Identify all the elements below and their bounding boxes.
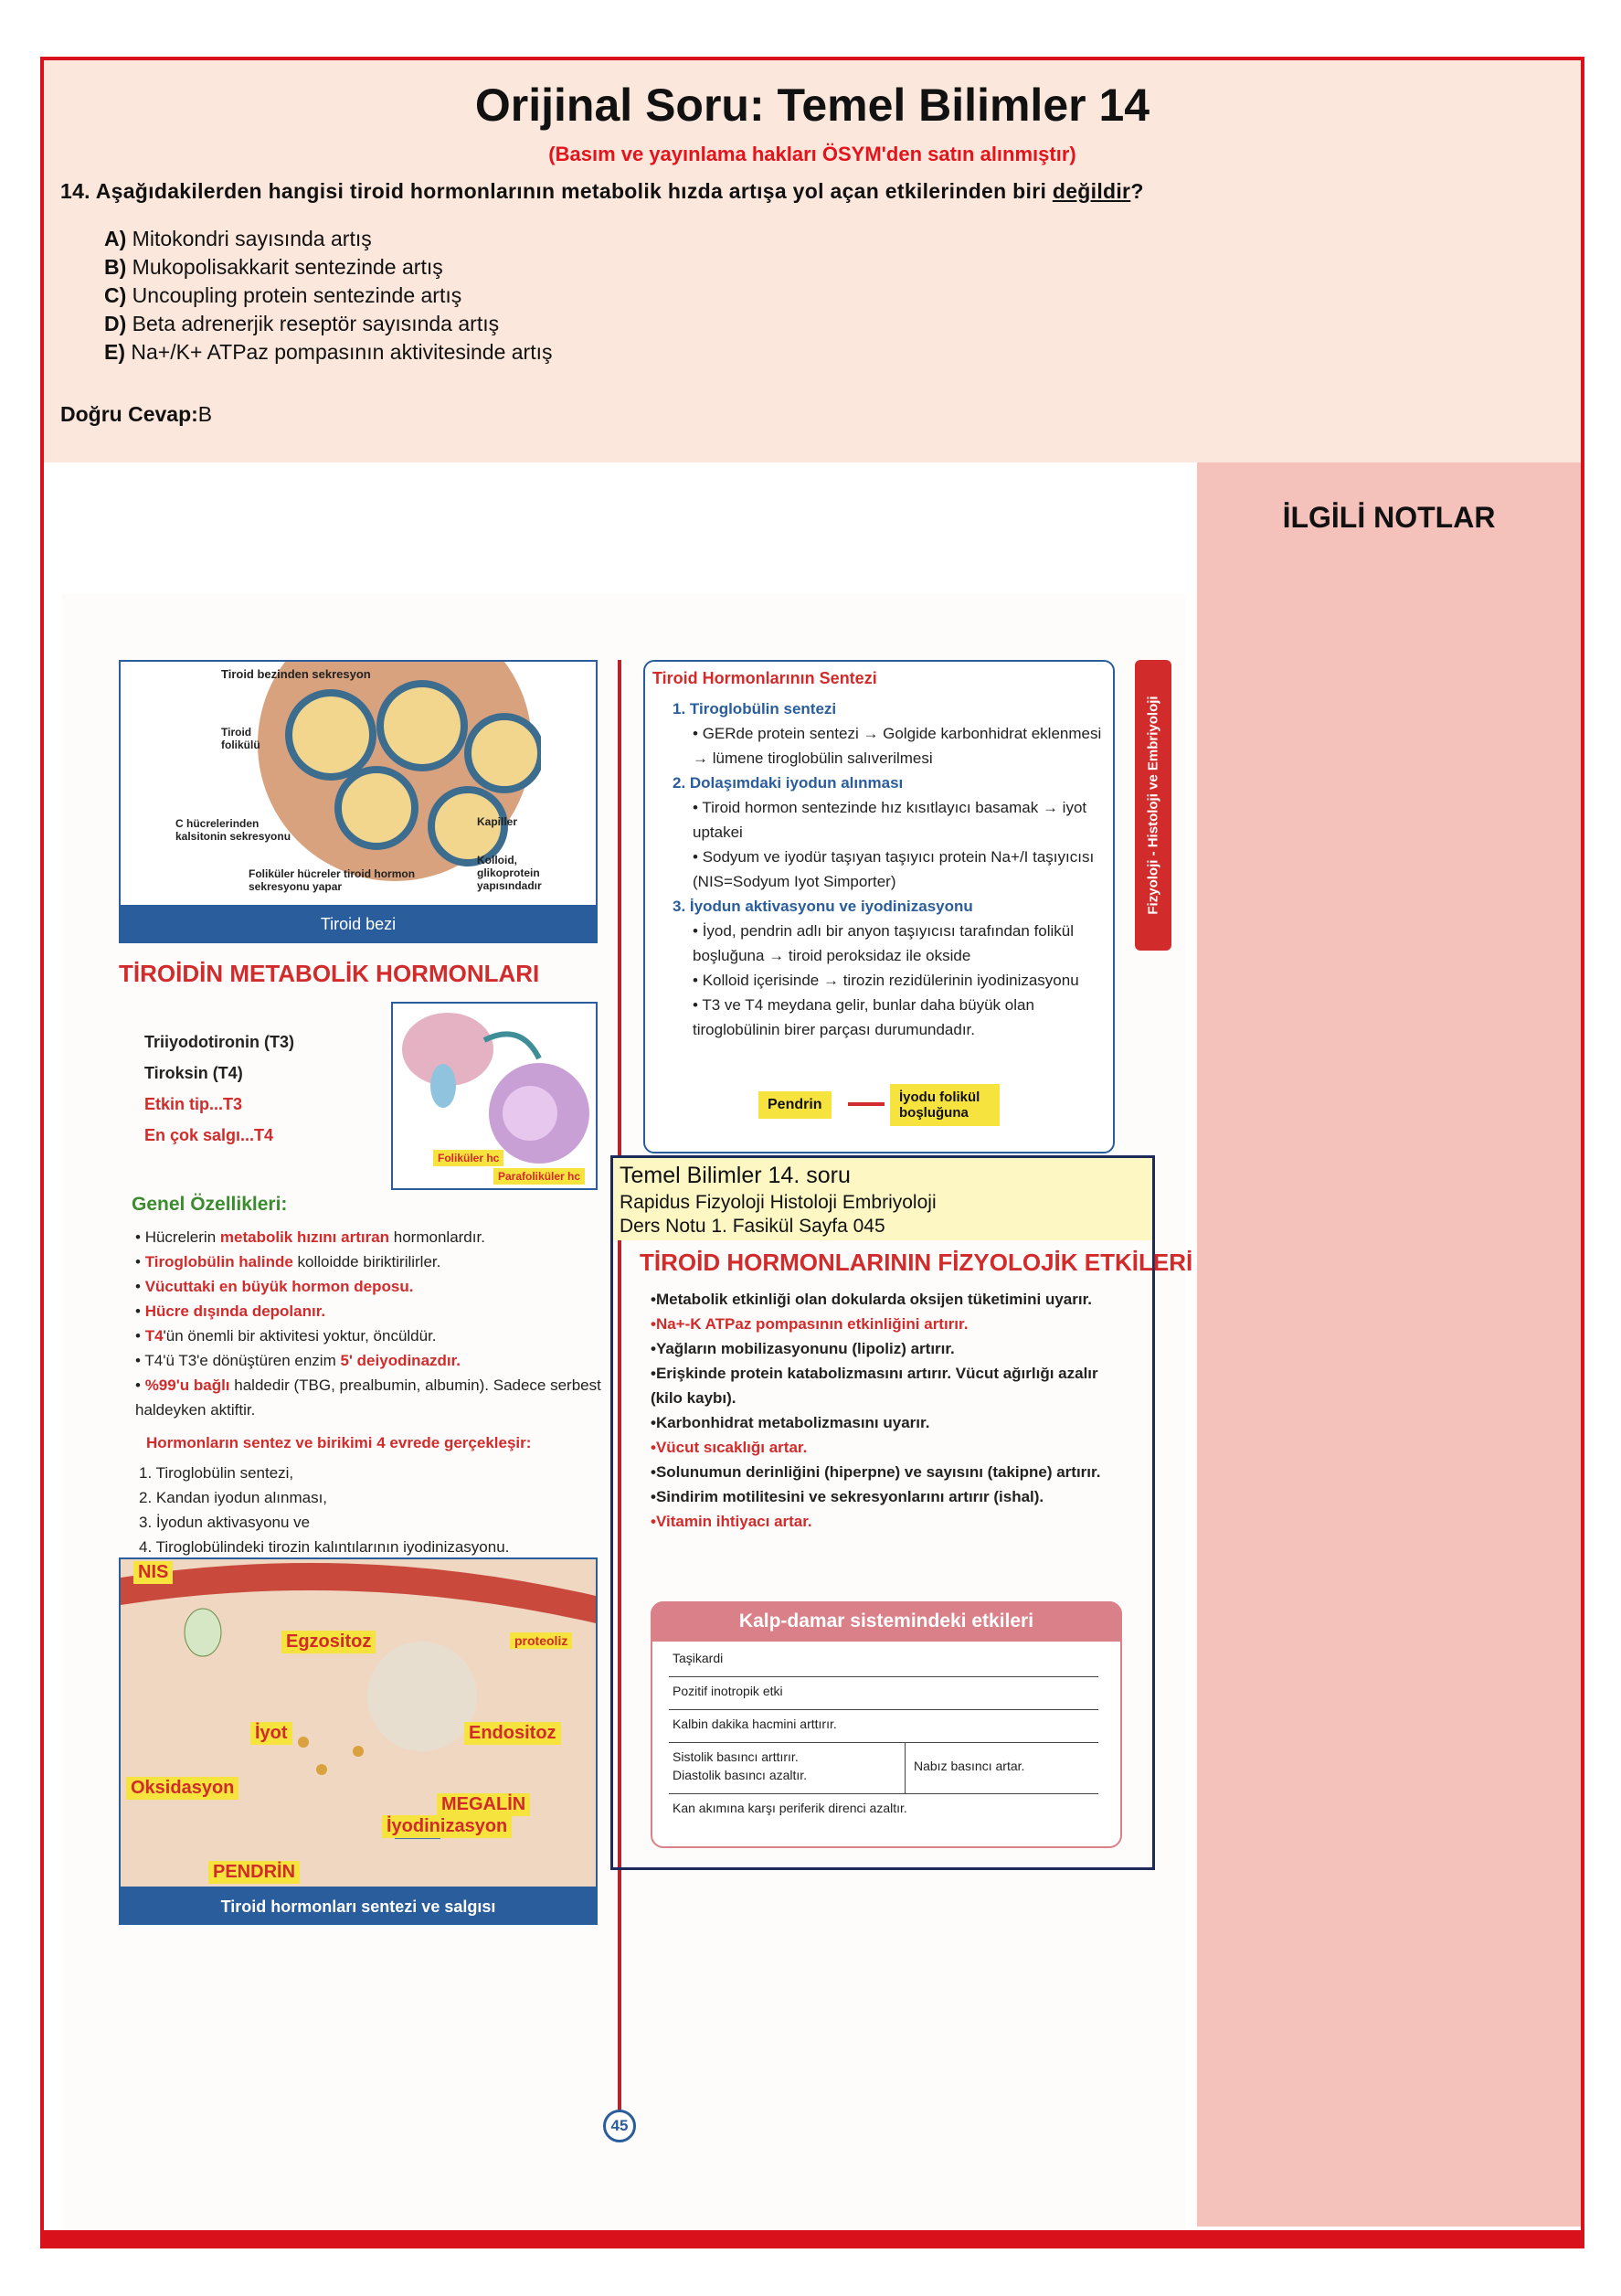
effect-item: •Sindirim motilitesini ve sekresyonlarını artırır (ishal). [651, 1488, 1044, 1505]
label-nis: NIS [133, 1561, 173, 1584]
effective-type: Etkin tip...T3 [144, 1095, 243, 1113]
hormone-t3: Triiyodotironin (T3) [144, 1033, 294, 1051]
notes-title: İLGİLİ NOTLAR [1282, 501, 1496, 534]
effect-item: •Metabolik etkinliği olan dokularda oksijen tüketimini uyarır. [651, 1291, 1093, 1308]
question-mark: ? [1130, 179, 1144, 203]
option-e[interactable]: E) Na+/K+ ATPaz pompasının aktivitesinde artış [104, 340, 553, 364]
cv-row: Diastolik basıncı azaltır. [673, 1768, 808, 1782]
step-3-title: 3. İyodun aktivasyonu ve iyodinizasyonu [673, 898, 973, 915]
effect-item: •Karbonhidrat metabolizmasını uyarır. [651, 1414, 930, 1431]
label-c-cells: C hücrelerinden kalsitonin sekresyonu [175, 817, 291, 843]
general-item: • T4'ün önemli bir aktivitesi yoktur, öncüldür. [135, 1327, 437, 1345]
label-follicle: Tiroid folikülü [221, 726, 260, 751]
label-oxidation: Oksidasyon [126, 1777, 238, 1800]
question-stem: Aşağıdakilerden hangisi tiroid hormonlarının metabolik hızda artışa yol açan etkilerinden biri [95, 179, 1053, 203]
effect-item: •Erişkinde protein katabolizmasını artırır. Vücut ağırlığı azalır (kilo kaybı). [651, 1365, 1098, 1407]
cv-row: Nabız basıncı artar. [914, 1759, 1025, 1773]
page-title: Orijinal Soru: Temel Bilimler 14 [474, 80, 1150, 131]
general-item: • %99'u bağlı haldedir (TBG, prealbumin, albumin). Sadece serbest haldeyken aktiftir. [135, 1377, 601, 1419]
cv-row: Pozitif inotropik etki [673, 1684, 783, 1698]
most-secreted: En çok salgı...T4 [144, 1126, 274, 1144]
thyroid-figure-title: Tiroid bezinden sekresyon [221, 667, 371, 681]
effect-item: •Solunumun derinliğini (hiperpne) ve sayısını (takipne) artırır. [651, 1463, 1101, 1481]
label-colloid: Kolloid, glikoprotein yapısındadır [477, 854, 542, 892]
reference-line-3: Ders Notu 1. Fasikül Sayfa 045 [620, 1216, 885, 1237]
effects-title: TİROİD HORMONLARININ FİZYOLOJİK ETKİLERİ [640, 1249, 1193, 1276]
pendrin-pill: Pendrin [758, 1091, 832, 1119]
cv-row: Kalbin dakika hacmini arttırır. [673, 1717, 837, 1731]
tag-parafollicular: Parafoliküler hc [493, 1168, 585, 1185]
side-tab-label: Fizyoloji - Histoloji ve Embriyoloji [1145, 696, 1161, 915]
page-subtitle: (Basım ve yayınlama hakları ÖSYM'den satın alınmıştır) [548, 143, 1076, 165]
label-exocytosis: Egzositoz [281, 1631, 376, 1653]
general-item: • Tiroglobülin halinde kolloidde biriktirilirler. [135, 1253, 441, 1270]
cv-row: Kan akımına karşı periferik direnci azaltır. [673, 1801, 907, 1815]
page-number: 45 [603, 2110, 636, 2142]
reference-line-1: Temel Bilimler 14. soru [620, 1163, 851, 1188]
thyroid-caption: Tiroid bezi [119, 905, 598, 943]
correct-answer: Doğru Cevap:B [60, 402, 213, 426]
step-3-text-c: • T3 ve T4 meydana gelir, bunlar daha büyük olan tiroglobülinin birer parçası durumundadır. [693, 996, 1034, 1038]
metabolic-hormones-title: TİROİDİN METABOLİK HORMONLARI [119, 960, 540, 987]
bottom-bar [40, 2230, 1584, 2247]
question-number: 14. [60, 179, 90, 203]
cv-row: Taşikardi [673, 1651, 724, 1665]
step-2-text-a: • Tiroid hormon sentezinde hız kısıtlayıcı basamak → iyot uptakei [693, 799, 1087, 841]
label-capillary: Kapiller [477, 815, 518, 828]
synthesis-box-title: Tiroid Hormonlarının Sentezi [652, 669, 877, 687]
label-follicular-cells: Foliküler hücreler tiroid hormon sekresyonu yapar [249, 867, 416, 893]
stages-title: Hormonların sentez ve birikimi 4 evrede gerçekleşir: [146, 1434, 532, 1451]
step-2-text-b: • Sodyum ve iyodür taşıyan taşıyıcı protein Na+/I taşıyıcısı (NIS=Sodyum Iyot Simporter) [693, 848, 1095, 890]
step-1-title: 1. Tiroglobülin sentezi [673, 700, 837, 718]
stage-item: 4. Tiroglobülindeki tirozin kalıntılarının iyodinizasyonu. [139, 1538, 510, 1556]
general-item: • Hücrelerin metabolik hızını artıran hormonlardır. [135, 1228, 485, 1246]
stage-item: 2. Kandan iyodun alınması, [139, 1489, 328, 1506]
general-item: • T4'ü T3'e dönüştüren enzim 5' deiyodinazdır. [135, 1352, 461, 1369]
page-frame [40, 57, 1584, 2248]
step-2-title: 2. Dolaşımdaki iyodun alınması [673, 774, 904, 792]
general-title: Genel Özellikleri: [132, 1194, 288, 1215]
question-emphasis: değildir [1052, 179, 1131, 203]
label-iodine: İyot [250, 1722, 292, 1745]
label-endocytosis: Endositoz [464, 1722, 561, 1745]
label-iodination: İyodinizasyon [382, 1815, 512, 1838]
general-item: • Hücre dışında depolanır. [135, 1302, 326, 1320]
synthesis-caption: Tiroid hormonları sentezi ve salgısı [119, 1888, 598, 1925]
label-pendrin: PENDRİN [208, 1861, 300, 1884]
effect-item: •Vitamin ihtiyacı artar. [651, 1513, 812, 1530]
label-megalin: MEGALİN [437, 1793, 530, 1816]
pendrin-target-pill: İyodu folikül boşluğuna [890, 1084, 1000, 1126]
stage-item: 1. Tiroglobülin sentezi, [139, 1464, 294, 1482]
reference-line-2: Rapidus Fizyoloji Histoloji Embriyoloji [620, 1192, 937, 1213]
cardiovascular-title: Kalp-damar sistemindeki etkileri [651, 1601, 1122, 1642]
hormone-t4: Tiroksin (T4) [144, 1064, 243, 1082]
tag-follicular: Foliküler hc [433, 1150, 503, 1166]
label-proteolysis: proteoliz [510, 1632, 572, 1649]
effect-item: •Vücut sıcaklığı artar. [651, 1439, 808, 1456]
stage-item: 3. İyodun aktivasyonu ve [139, 1514, 311, 1531]
option-a[interactable]: A) Mitokondri sayısında artış [104, 227, 372, 250]
option-c[interactable]: C) Uncoupling protein sentezinde artış [104, 283, 462, 307]
step-3-text-a: • İyod, pendrin adlı bir anyon taşıyıcısı tarafından folikül boşluğuna → tiroid peroksidaz ile okside [693, 922, 1075, 964]
cv-row: Sistolik basıncı arttırır. [673, 1749, 799, 1764]
effect-item: •Na+-K ATPaz pompasının etkinliğini artırır. [651, 1315, 969, 1333]
option-b[interactable]: B) Mukopolisakkarit sentezinde artış [104, 255, 443, 279]
general-item: • Vücuttaki en büyük hormon deposu. [135, 1278, 414, 1295]
step-3-text-b: • Kolloid içerisinde → tirozin rezidülerinin iyodinizasyonu [693, 972, 1079, 989]
step-1-text: • GERde protein sentezi → Golgide karbonhidrat eklenmesi → lümene tiroglobülin salıverilmesi [693, 725, 1102, 767]
option-d[interactable]: D) Beta adrenerjik reseptör sayısında artış [104, 312, 500, 335]
effect-item: •Yağların mobilizasyonunu (lipoliz) artırır. [651, 1340, 955, 1357]
